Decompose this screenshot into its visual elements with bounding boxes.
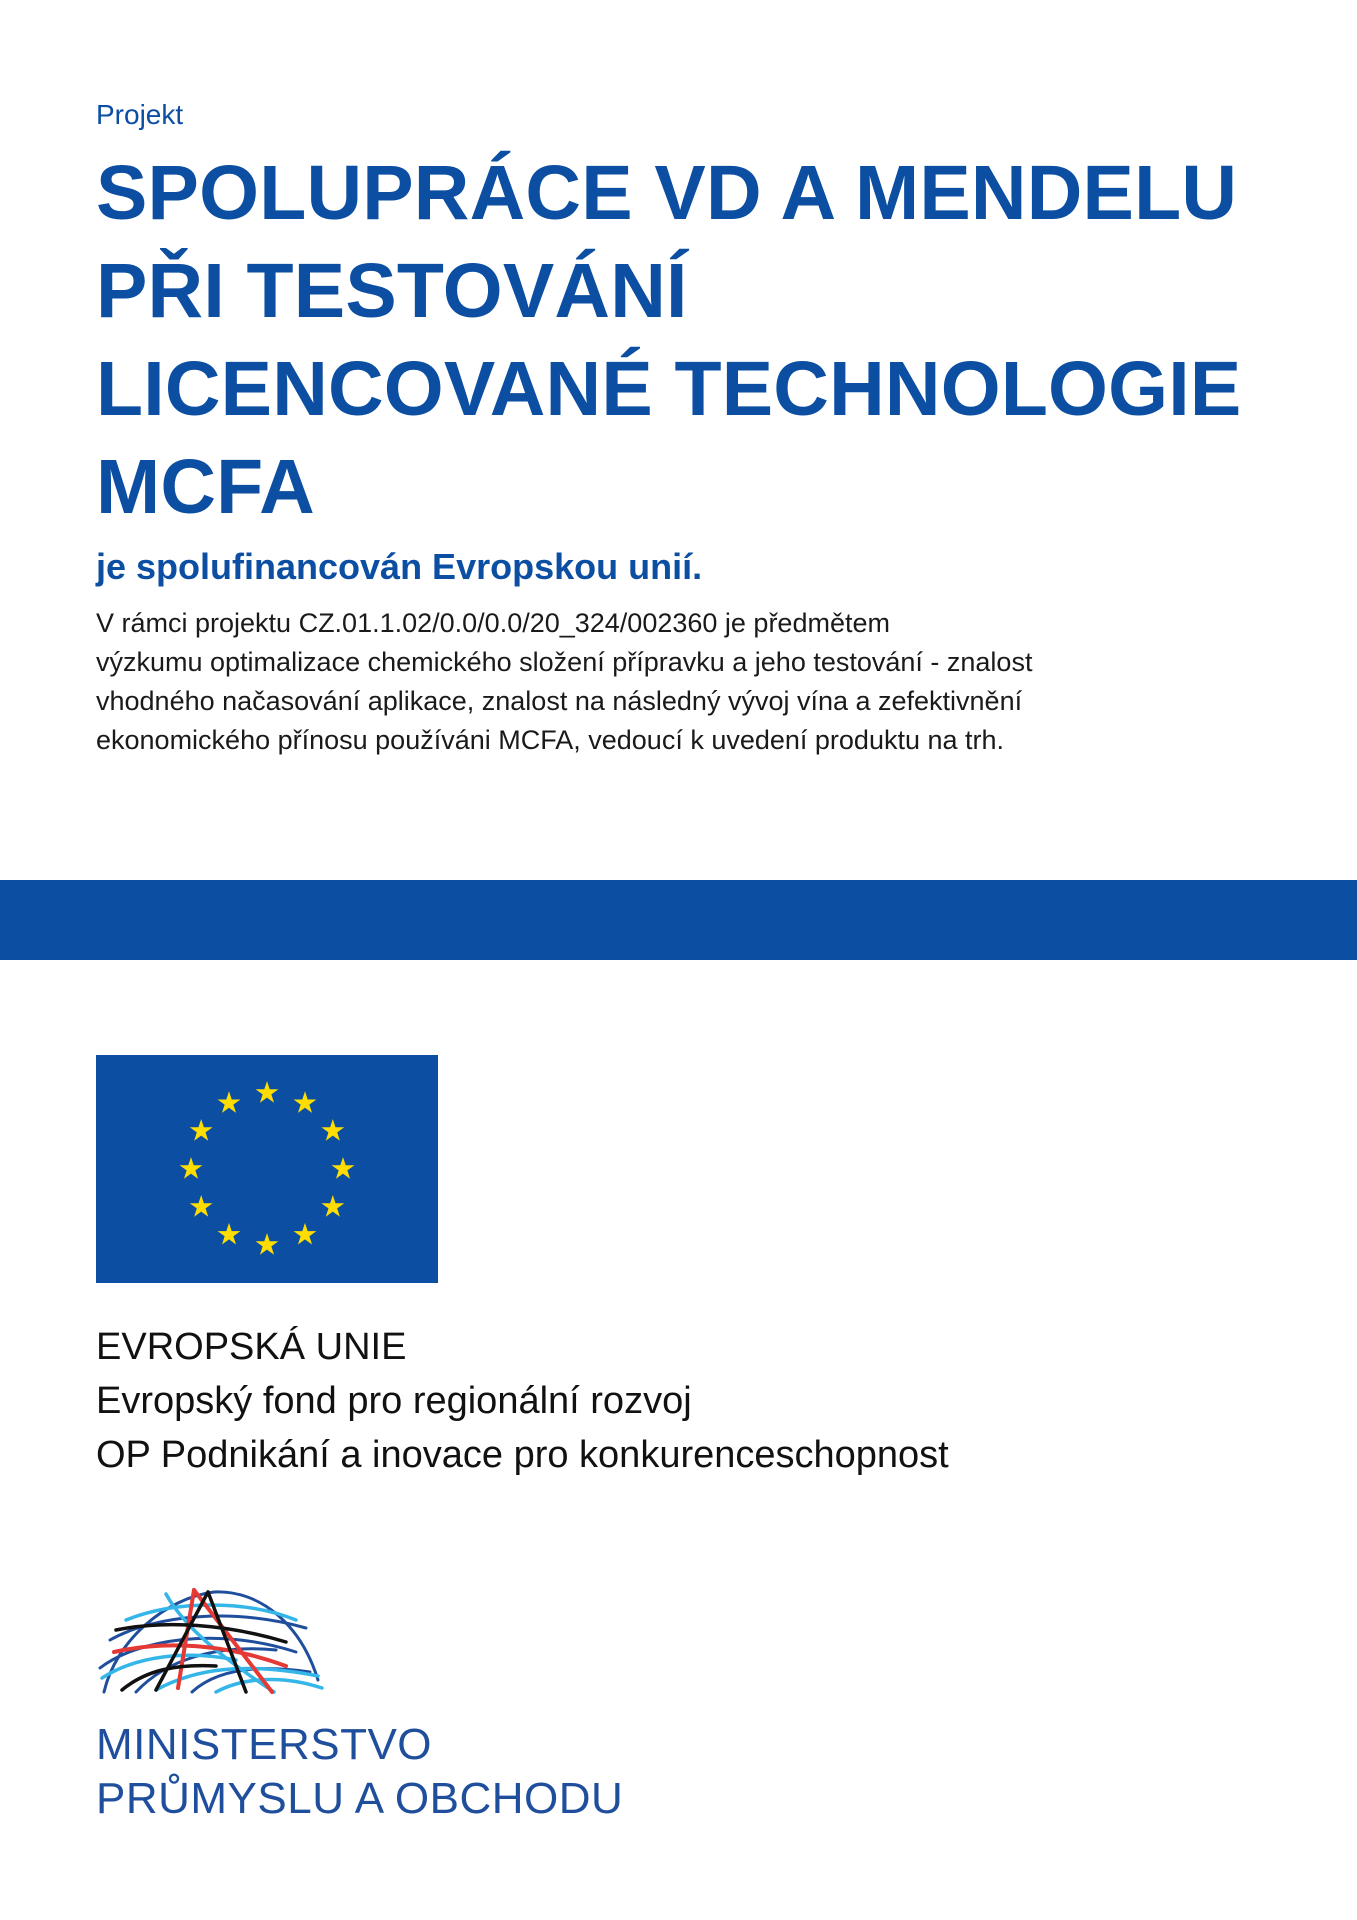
description-line: vhodného načasování aplikace, znalost na následný vývoj vína a zefektivnění — [96, 686, 1023, 716]
project-description — [96, 604, 1296, 760]
fund-name: Evropský fond pro regionální rozvoj — [96, 1380, 692, 1422]
project-title-line: LICENCOVANÉ TECHNOLOGIE — [96, 346, 1242, 432]
description-line: výzkumu optimalizace chemického složení přípravku a jeho testování - znalost — [96, 647, 1033, 677]
project-eyebrow: Projekt — [96, 99, 184, 130]
eu-flag-icon — [96, 1055, 438, 1283]
description-line: V rámci projektu CZ.01.1.02/0.0/0.0/20_324/002360 je předmětem — [96, 608, 890, 638]
mpo-logo-wordmark — [96, 1718, 623, 1826]
description-line: ekonomického přínosu používáni MCFA, vedoucí k uvedení produktu na trh. — [96, 725, 1005, 755]
mpo-globe-icon — [96, 1580, 326, 1700]
project-title-line: PŘI TESTOVÁNÍ — [96, 248, 688, 334]
programme-name: OP Podnikání a inovace pro konkurenceschopnost — [96, 1434, 949, 1476]
mpo-wordmark-line: PRŮMYSLU A OBCHODU — [96, 1774, 624, 1823]
mpo-wordmark-line: MINISTERSTVO — [96, 1720, 433, 1769]
project-title — [96, 144, 1336, 536]
blue-divider-band — [0, 880, 1357, 960]
eu-funding-text — [96, 1320, 1196, 1482]
project-title-line: SPOLUPRÁCE VD A MENDELU — [96, 150, 1238, 236]
project-title-line: MCFA — [96, 444, 315, 530]
cofinancing-statement: je spolufinancován Evropskou unií. — [96, 546, 703, 587]
eu-label: EVROPSKÁ UNIE — [96, 1326, 407, 1368]
